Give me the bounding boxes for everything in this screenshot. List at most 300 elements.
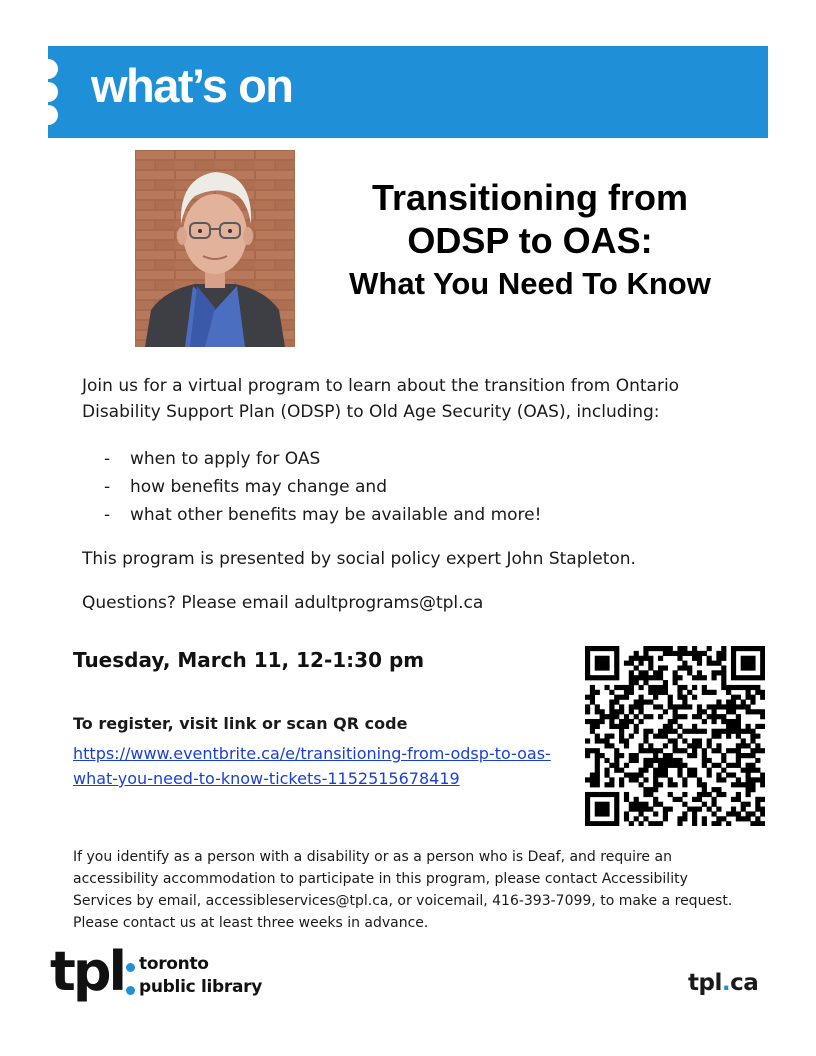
qr-module — [746, 792, 751, 797]
qr-module — [741, 685, 746, 690]
qr-module — [716, 816, 721, 821]
qr-module — [624, 763, 629, 768]
qr-module — [643, 802, 648, 807]
qr-module — [614, 807, 619, 812]
qr-module — [585, 816, 590, 821]
qr-module — [731, 811, 736, 816]
qr-module — [736, 782, 741, 787]
qr-module — [673, 763, 678, 768]
qr-module — [692, 675, 697, 680]
qr-module — [677, 704, 682, 709]
qr-module — [697, 743, 702, 748]
qr-module — [750, 695, 755, 700]
qr-module — [634, 651, 639, 656]
qr-module — [682, 729, 687, 734]
qr-module — [677, 734, 682, 739]
qr-module — [648, 685, 653, 690]
qr-module — [716, 792, 721, 797]
questions-line: Questions? Please email adultprograms@tpl.ca — [82, 593, 484, 613]
qr-module — [614, 685, 619, 690]
qr-module — [677, 816, 682, 821]
qr-module — [692, 772, 697, 777]
qr-module — [682, 738, 687, 743]
event-title — [310, 176, 750, 305]
qr-module — [716, 777, 721, 782]
qr-module — [624, 714, 629, 719]
qr-module — [726, 729, 731, 734]
qr-module — [707, 758, 712, 763]
qr-module — [585, 753, 590, 758]
qr-module — [653, 772, 658, 777]
qr-module — [731, 782, 736, 787]
qr-module — [721, 665, 726, 670]
qr-module — [682, 777, 687, 782]
qr-module — [755, 802, 760, 807]
qr-module — [702, 816, 707, 821]
registration-link[interactable]: https://www.eventbrite.ca/e/transitioning-from-odsp-to-oas-what-you-need-to-know-tickets-1152515678419 — [73, 744, 551, 788]
qr-module — [590, 646, 595, 651]
qr-module — [746, 763, 751, 768]
qr-module — [585, 777, 590, 782]
qr-module — [741, 665, 746, 670]
qr-module — [595, 734, 600, 739]
qr-module — [687, 743, 692, 748]
qr-module — [604, 807, 609, 812]
qr-module — [648, 792, 653, 797]
qr-module — [639, 719, 644, 724]
qr-module — [614, 753, 619, 758]
qr-module — [595, 792, 600, 797]
qr-module — [629, 704, 634, 709]
qr-module — [702, 753, 707, 758]
qr-module — [677, 748, 682, 753]
qr-module — [692, 743, 697, 748]
qr-module — [750, 656, 755, 661]
qr-module — [585, 704, 590, 709]
qr-module — [634, 802, 639, 807]
qr-module — [658, 763, 663, 768]
event-title-line: Transitioning from — [371, 177, 688, 218]
qr-module — [619, 777, 624, 782]
qr-module — [711, 734, 716, 739]
bullet-marker: - — [104, 505, 111, 525]
qr-module — [585, 675, 590, 680]
qr-module — [614, 802, 619, 807]
qr-module — [673, 743, 678, 748]
qr-module — [682, 704, 687, 709]
qr-module — [634, 656, 639, 661]
banner-notch — [38, 105, 58, 125]
qr-module — [643, 670, 648, 675]
qr-module — [673, 719, 678, 724]
qr-module — [658, 690, 663, 695]
qr-module — [609, 675, 614, 680]
qr-module — [707, 743, 712, 748]
qr-module — [736, 724, 741, 729]
qr-module — [750, 734, 755, 739]
qr-module — [721, 768, 726, 773]
qr-module — [692, 695, 697, 700]
qr-module — [624, 661, 629, 666]
qr-module — [663, 768, 668, 773]
qr-module — [731, 685, 736, 690]
topic-item — [104, 501, 541, 529]
qr-module — [721, 729, 726, 734]
qr-module — [619, 704, 624, 709]
qr-module — [643, 656, 648, 661]
qr-module — [746, 787, 751, 792]
qr-module — [746, 782, 751, 787]
qr-module — [755, 748, 760, 753]
qr-module — [629, 685, 634, 690]
qr-module — [682, 646, 687, 651]
qr-module — [760, 665, 765, 670]
qr-module — [595, 675, 600, 680]
qr-module — [750, 787, 755, 792]
qr-module — [750, 646, 755, 651]
qr-module — [721, 680, 726, 685]
qr-module — [697, 651, 702, 656]
qr-module — [634, 680, 639, 685]
topic-list — [104, 445, 541, 529]
qr-module — [585, 738, 590, 743]
qr-module — [711, 763, 716, 768]
qr-module — [663, 734, 668, 739]
qr-module — [736, 748, 741, 753]
qr-module — [692, 738, 697, 743]
qr-module — [624, 695, 629, 700]
qr-module — [619, 729, 624, 734]
qr-module — [604, 675, 609, 680]
qr-module — [600, 792, 605, 797]
qr-module — [760, 811, 765, 816]
qr-module — [658, 675, 663, 680]
qr-module — [590, 729, 595, 734]
logo-dot — [126, 986, 135, 995]
qr-module — [668, 646, 673, 651]
qr-module — [595, 719, 600, 724]
qr-module — [609, 714, 614, 719]
qr-module — [668, 729, 673, 734]
qr-module — [585, 651, 590, 656]
qr-module — [619, 768, 624, 773]
qr-module — [614, 670, 619, 675]
qr-module — [658, 782, 663, 787]
qr-module — [716, 772, 721, 777]
qr-module — [721, 685, 726, 690]
qr-module — [639, 743, 644, 748]
qr-module — [604, 811, 609, 816]
qr-module — [634, 758, 639, 763]
qr-module — [731, 763, 736, 768]
qr-module — [595, 821, 600, 826]
qr-module — [677, 724, 682, 729]
qr-module — [702, 792, 707, 797]
qr-module — [716, 729, 721, 734]
qr-module — [614, 797, 619, 802]
qr-module — [648, 748, 653, 753]
qr-module — [590, 748, 595, 753]
qr-module — [658, 665, 663, 670]
qr-module — [673, 782, 678, 787]
qr-module — [697, 656, 702, 661]
qr-module — [692, 651, 697, 656]
presenter-photo — [135, 150, 295, 347]
qr-module — [741, 661, 746, 666]
qr-module — [629, 821, 634, 826]
qr-module — [585, 709, 590, 714]
qr-module — [702, 690, 707, 695]
qr-module — [639, 748, 644, 753]
qr-module — [609, 690, 614, 695]
bullet-marker: - — [104, 477, 111, 497]
qr-module — [755, 709, 760, 714]
qr-module — [590, 719, 595, 724]
qr-module — [677, 690, 682, 695]
qr-module — [760, 807, 765, 812]
qr-module — [663, 807, 668, 812]
qr-module — [687, 704, 692, 709]
qr-module — [639, 807, 644, 812]
qr-module — [595, 768, 600, 773]
qr-module — [755, 675, 760, 680]
qr-module — [682, 700, 687, 705]
qr-module — [590, 777, 595, 782]
qr-module — [682, 748, 687, 753]
qr-module — [716, 661, 721, 666]
qr-module — [663, 709, 668, 714]
qr-module — [590, 690, 595, 695]
qr-module — [687, 807, 692, 812]
qr-module — [585, 802, 590, 807]
qr-module — [629, 807, 634, 812]
qr-module — [716, 763, 721, 768]
qr-module — [600, 709, 605, 714]
qr-module — [585, 719, 590, 724]
qr-module — [600, 714, 605, 719]
topic-text: when to apply for OAS — [130, 449, 321, 469]
qr-module — [677, 695, 682, 700]
qr-module — [658, 748, 663, 753]
qr-module — [614, 792, 619, 797]
qr-module — [741, 807, 746, 812]
qr-module — [711, 748, 716, 753]
qr-module — [653, 758, 658, 763]
qr-module — [682, 661, 687, 666]
qr-module — [609, 700, 614, 705]
qr-module — [750, 709, 755, 714]
qr-module — [741, 704, 746, 709]
registration-qr[interactable] — [585, 646, 765, 826]
qr-module — [697, 714, 702, 719]
qr-module — [750, 738, 755, 743]
tpl-logo-letters: tpl — [50, 940, 124, 1003]
qr-module — [760, 661, 765, 666]
qr-module — [746, 675, 751, 680]
qr-module — [604, 772, 609, 777]
qr-module — [726, 748, 731, 753]
qr-module — [677, 821, 682, 826]
qr-module — [653, 695, 658, 700]
qr-module — [673, 729, 678, 734]
qr-module — [711, 719, 716, 724]
qr-module — [716, 656, 721, 661]
qr-module — [736, 734, 741, 739]
qr-module — [609, 763, 614, 768]
qr-module — [741, 738, 746, 743]
qr-module — [726, 821, 731, 826]
qr-module — [595, 709, 600, 714]
qr-module — [634, 797, 639, 802]
qr-module — [760, 651, 765, 656]
qr-module — [668, 782, 673, 787]
qr-module — [629, 758, 634, 763]
qr-module — [663, 724, 668, 729]
qr-module — [755, 685, 760, 690]
qr-module — [663, 685, 668, 690]
qr-module — [721, 816, 726, 821]
qr-module — [653, 748, 658, 753]
qr-module — [600, 719, 605, 724]
qr-module — [716, 748, 721, 753]
qr-module — [619, 753, 624, 758]
qr-module — [648, 690, 653, 695]
site-url-mark — [688, 970, 758, 996]
qr-module — [614, 651, 619, 656]
qr-module — [721, 714, 726, 719]
qr-module — [643, 768, 648, 773]
qr-module — [619, 738, 624, 743]
qr-module — [595, 704, 600, 709]
qr-module — [707, 792, 712, 797]
qr-module — [682, 714, 687, 719]
qr-module — [624, 792, 629, 797]
qr-module — [624, 811, 629, 816]
qr-module — [746, 753, 751, 758]
qr-module — [619, 709, 624, 714]
qr-module — [750, 661, 755, 666]
qr-module — [604, 714, 609, 719]
qr-module — [750, 700, 755, 705]
qr-module — [585, 821, 590, 826]
site-prefix: tpl — [688, 970, 722, 996]
qr-module — [750, 768, 755, 773]
qr-module — [643, 777, 648, 782]
qr-module — [614, 816, 619, 821]
qr-module — [760, 695, 765, 700]
qr-module — [750, 811, 755, 816]
qr-module — [736, 753, 741, 758]
qr-module — [643, 714, 648, 719]
qr-module — [687, 665, 692, 670]
qr-module — [629, 656, 634, 661]
qr-module — [653, 811, 658, 816]
qr-module — [595, 777, 600, 782]
qr-module — [692, 685, 697, 690]
qr-module — [624, 690, 629, 695]
qr-module — [643, 700, 648, 705]
qr-module — [673, 675, 678, 680]
qr-module — [590, 792, 595, 797]
qr-module — [692, 729, 697, 734]
qr-module — [604, 661, 609, 666]
qr-module — [590, 685, 595, 690]
qr-module — [663, 811, 668, 816]
qr-module — [590, 821, 595, 826]
qr-module — [609, 777, 614, 782]
qr-module — [746, 695, 751, 700]
qr-module — [697, 704, 702, 709]
qr-module — [750, 729, 755, 734]
qr-module — [677, 656, 682, 661]
qr-module — [624, 724, 629, 729]
qr-module — [760, 714, 765, 719]
qr-module — [609, 724, 614, 729]
qr-module — [677, 763, 682, 768]
qr-module — [614, 724, 619, 729]
qr-module — [750, 753, 755, 758]
qr-module — [648, 700, 653, 705]
qr-module — [736, 675, 741, 680]
qr-module — [702, 802, 707, 807]
qr-module — [697, 797, 702, 802]
qr-module — [639, 772, 644, 777]
qr-module — [736, 695, 741, 700]
qr-module — [697, 807, 702, 812]
qr-module — [629, 719, 634, 724]
qr-module — [595, 802, 600, 807]
qr-module — [711, 670, 716, 675]
qr-module — [595, 661, 600, 666]
qr-module — [604, 656, 609, 661]
qr-module — [643, 680, 648, 685]
qr-module — [668, 758, 673, 763]
qr-module — [726, 704, 731, 709]
qr-module — [750, 763, 755, 768]
qr-module — [639, 661, 644, 666]
qr-module — [677, 714, 682, 719]
qr-module — [604, 821, 609, 826]
qr-module — [750, 782, 755, 787]
qr-module — [614, 661, 619, 666]
qr-module — [609, 719, 614, 724]
qr-module — [721, 656, 726, 661]
qr-module — [702, 763, 707, 768]
person-portrait-icon — [135, 150, 295, 347]
qr-module — [687, 768, 692, 773]
qr-module — [595, 738, 600, 743]
qr-module — [653, 753, 658, 758]
qr-module — [600, 802, 605, 807]
qr-module — [741, 729, 746, 734]
qr-module — [682, 792, 687, 797]
qr-module — [639, 656, 644, 661]
qr-module — [736, 758, 741, 763]
site-dot: . — [721, 970, 731, 996]
qr-module — [643, 651, 648, 656]
whats-on-banner — [48, 46, 768, 138]
qr-module — [692, 724, 697, 729]
qr-module — [653, 797, 658, 802]
qr-module — [736, 816, 741, 821]
qr-module — [682, 695, 687, 700]
qr-module — [600, 646, 605, 651]
qr-module — [673, 714, 678, 719]
presenter-line: This program is presented by social policy expert John Stapleton. — [82, 549, 636, 569]
qr-module — [726, 772, 731, 777]
qr-module — [639, 709, 644, 714]
qr-module — [702, 782, 707, 787]
